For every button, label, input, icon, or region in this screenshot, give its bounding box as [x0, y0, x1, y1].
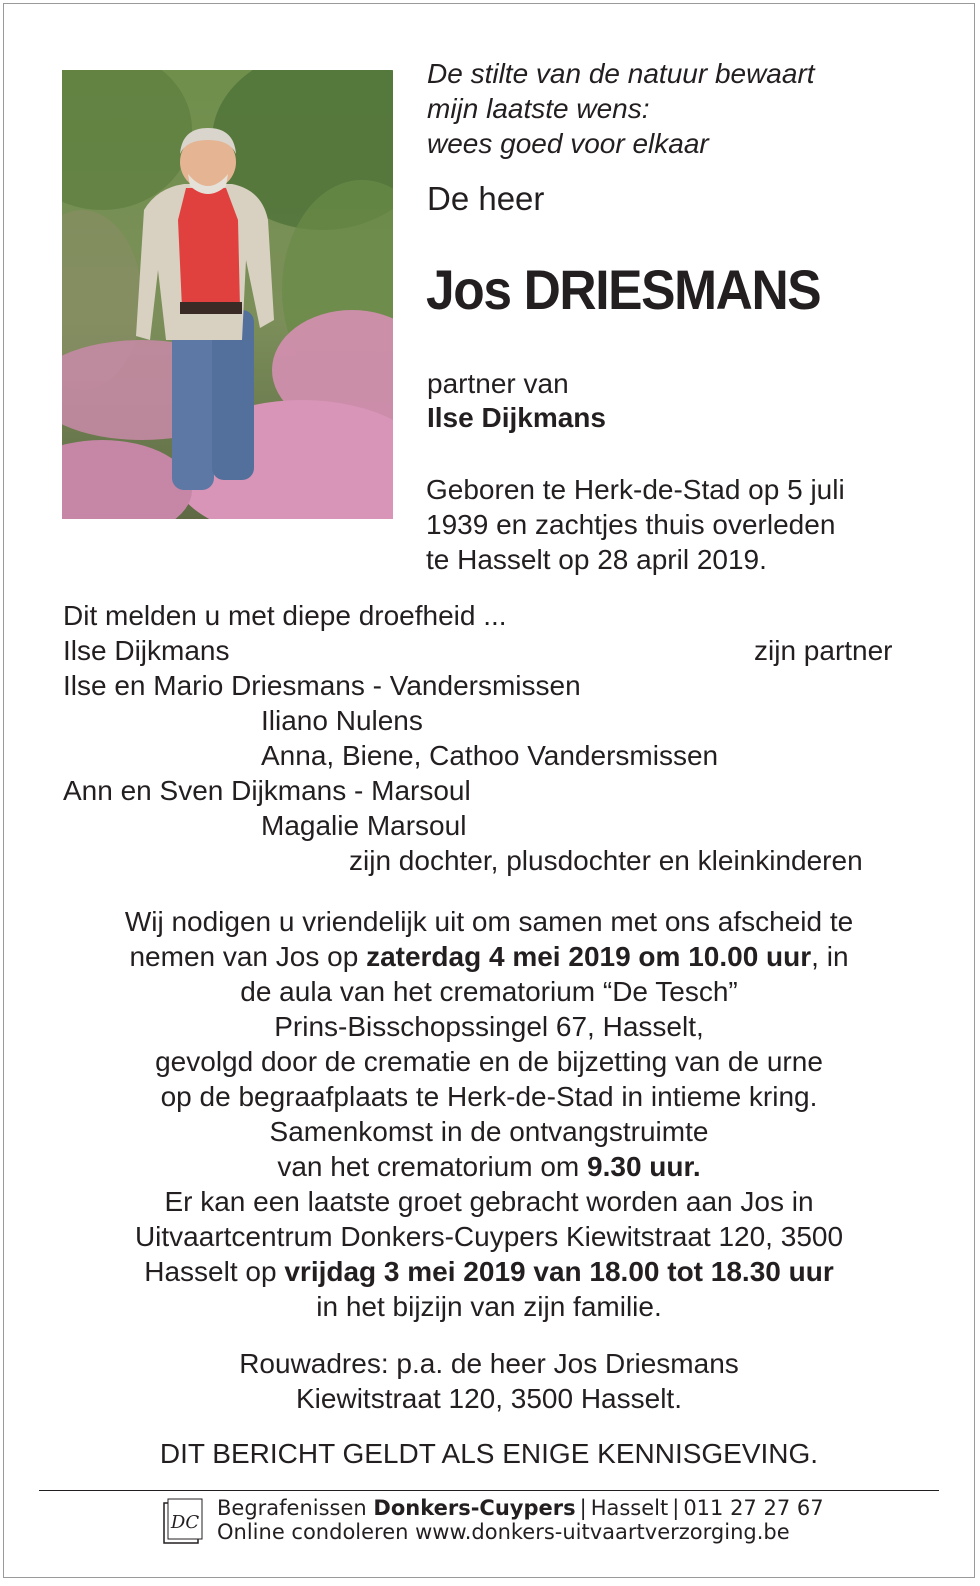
funeral-home-logo	[160, 1497, 204, 1547]
invite-line: Samenkomst in de ontvangstruimte	[269, 1116, 709, 1147]
deceased-name: Jos DRIESMANS	[426, 258, 821, 321]
address-line: Rouwadres: p.a. de heer Jos Driesmans	[239, 1348, 739, 1379]
family-intro: Dit melden u met diepe droefheid ...	[63, 600, 507, 631]
visitation-datetime: vrijdag 3 mei 2019 van 18.00 tot 18.30 uur	[284, 1256, 834, 1287]
logo-text: DC	[170, 1512, 200, 1533]
invite-text: , in	[811, 941, 849, 972]
quote-line: wees goed voor elkaar	[427, 128, 709, 159]
gathering-time: 9.30 uur.	[587, 1151, 701, 1182]
invite-text: Hasselt op	[144, 1256, 285, 1287]
born-line: 1939 en zachtjes thuis overleden	[426, 509, 836, 540]
mourning-address	[44, 1346, 934, 1416]
invite-line: gevolgd door de crematie en de bijzetting van de urne	[155, 1046, 823, 1077]
footer-divider	[39, 1490, 939, 1491]
portrait-photo	[62, 70, 393, 519]
family-member-name: Anna, Biene, Cathoo Vandersmissen	[261, 740, 719, 771]
invite-line	[44, 939, 934, 974]
portrait-image	[62, 70, 393, 519]
partner-name: Ilse Dijkmans	[427, 402, 606, 433]
memorial-quote	[427, 56, 815, 161]
invite-text: nemen van Jos op	[129, 941, 367, 972]
born-line: Geboren te Herk-de-Stad op 5 juli	[426, 474, 845, 505]
footer-prefix: Begrafenissen	[217, 1496, 374, 1520]
quote-line: De stilte van de natuur bewaart	[427, 58, 815, 89]
invite-line	[44, 1254, 934, 1289]
invite-text: van het crematorium om	[277, 1151, 588, 1182]
born-line: te Hasselt op 28 april 2019.	[426, 544, 767, 575]
separator: |	[672, 1496, 680, 1520]
ceremony-invitation	[44, 904, 934, 1324]
invite-line: op de begraafplaats te Herk-de-Stad in intieme kring.	[160, 1081, 818, 1112]
quote-line: mijn laatste wens:	[427, 93, 650, 124]
family-member-name: Iliano Nulens	[261, 705, 423, 736]
separator: |	[579, 1496, 587, 1520]
company-name: Donkers-Cuypers	[373, 1496, 576, 1520]
invite-line: Wij nodigen u vriendelijk uit om samen met ons afscheid te	[124, 906, 854, 937]
official-notice: DIT BERICHT GELDT ALS ENIGE KENNISGEVING.	[159, 1438, 819, 1469]
ceremony-datetime: zaterdag 4 mei 2019 om 10.00 uur	[366, 941, 812, 972]
obituary-card	[3, 3, 975, 1578]
invite-line: de aula van het crematorium “De Tesch”	[240, 976, 738, 1007]
invite-line: in het bijzijn van zijn familie.	[316, 1291, 662, 1322]
invite-line: Er kan een laatste groet gebracht worden aan Jos in	[164, 1186, 814, 1217]
family-member-name: Ilse en Mario Driesmans - Vandersmissen	[63, 670, 581, 701]
company-city: Hasselt	[590, 1496, 669, 1520]
family-member-role: zijn partner	[754, 635, 893, 666]
honorific: De heer	[427, 180, 545, 217]
birth-death-details	[426, 472, 906, 577]
family-member-name: Ilse Dijkmans	[63, 635, 230, 666]
footer-line-1	[217, 1496, 824, 1520]
company-phone: 011 27 27 67	[683, 1496, 824, 1520]
address-line: Kiewitstraat 120, 3500 Hasselt.	[296, 1383, 682, 1414]
dc-logo-icon	[160, 1497, 204, 1547]
invite-line: Uitvaartcentrum Donkers-Cuypers Kiewitstraat 120, 3500	[134, 1221, 844, 1252]
family-relation-note: zijn dochter, plusdochter en kleinkinderen	[349, 845, 863, 876]
invite-line: Prins-Bisschopssingel 67, Hasselt,	[274, 1011, 704, 1042]
family-member-name: Ann en Sven Dijkmans - Marsoul	[63, 775, 471, 806]
family-member-name: Magalie Marsoul	[261, 810, 467, 841]
footer	[217, 1496, 824, 1544]
partner-label: partner van	[427, 368, 569, 399]
footer-line-2: Online condoleren www.donkers-uitvaartverzorging.be	[217, 1520, 790, 1544]
invite-line	[44, 1149, 934, 1184]
